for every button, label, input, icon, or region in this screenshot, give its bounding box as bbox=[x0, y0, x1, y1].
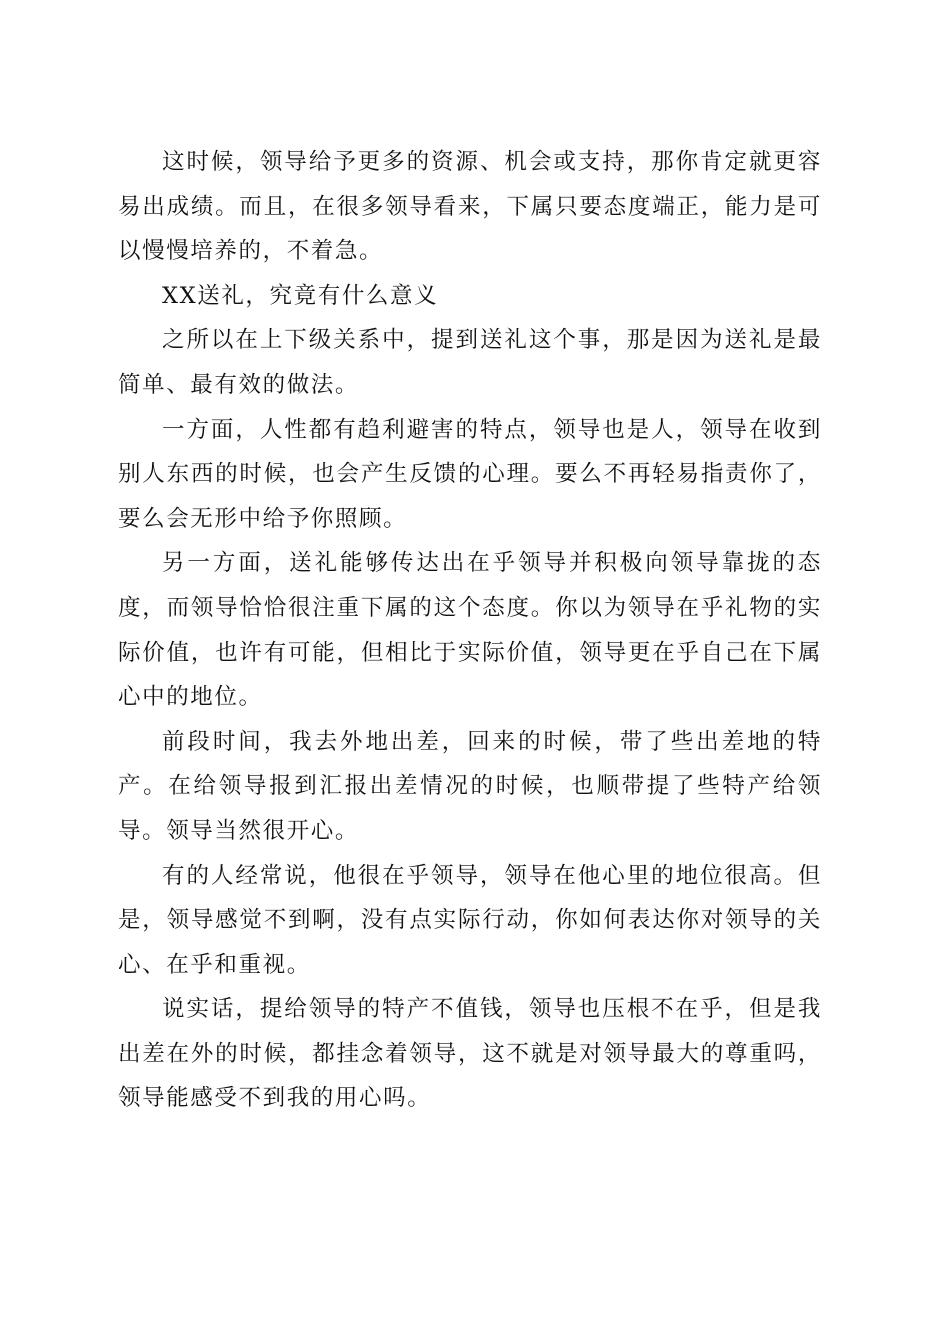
paragraph-7: 说实话，提给领导的特产不值钱，领导也压根不在乎，但是我出差在外的时候，都挂念着领导，这不就是对领导最大的尊重吗，领导能感受不到我的用心吗。 bbox=[118, 996, 822, 1112]
paragraph-6: 有的人经常说，他很在乎领导，领导在他心里的地位很高。但是，领导感觉不到啊，没有点实际行动，你如何表达你对领导的关心、在乎和重视。 bbox=[118, 862, 822, 978]
paragraph-1: 这时候，领导给予更多的资源、机会或支持，那你肯定就更容易出成绩。而且，在很多领导看来，下属只要态度端正，能力是可以慢慢培养的，不着急。 bbox=[118, 149, 822, 265]
paragraph-2: 之所以在上下级关系中，提到送礼这个事，那是因为送礼是最简单、最有效的做法。 bbox=[118, 327, 822, 398]
paragraph-5: 前段时间，我去外地出差，回来的时候，带了些出差地的特产。在给领导报到汇报出差情况的时候，也顺带提了些特产给领导。领导当然很开心。 bbox=[118, 728, 822, 844]
document-body bbox=[118, 140, 822, 1121]
section-heading: XX送礼，究竟有什么意义 bbox=[162, 282, 439, 309]
paragraph-4: 另一方面，送礼能够传达出在乎领导并积极向领导靠拢的态度，而领导恰恰很注重下属的这个态度。你以为领导在乎礼物的实际价值，也许有可能，但相比于实际价值，领导更在乎自己在下属心中的地位。 bbox=[118, 550, 822, 711]
paragraph-3: 一方面，人性都有趋利避害的特点，领导也是人，领导在收到别人东西的时候，也会产生反馈的心理。要么不再轻易指责你了，要么会无形中给予你照顾。 bbox=[118, 416, 822, 532]
